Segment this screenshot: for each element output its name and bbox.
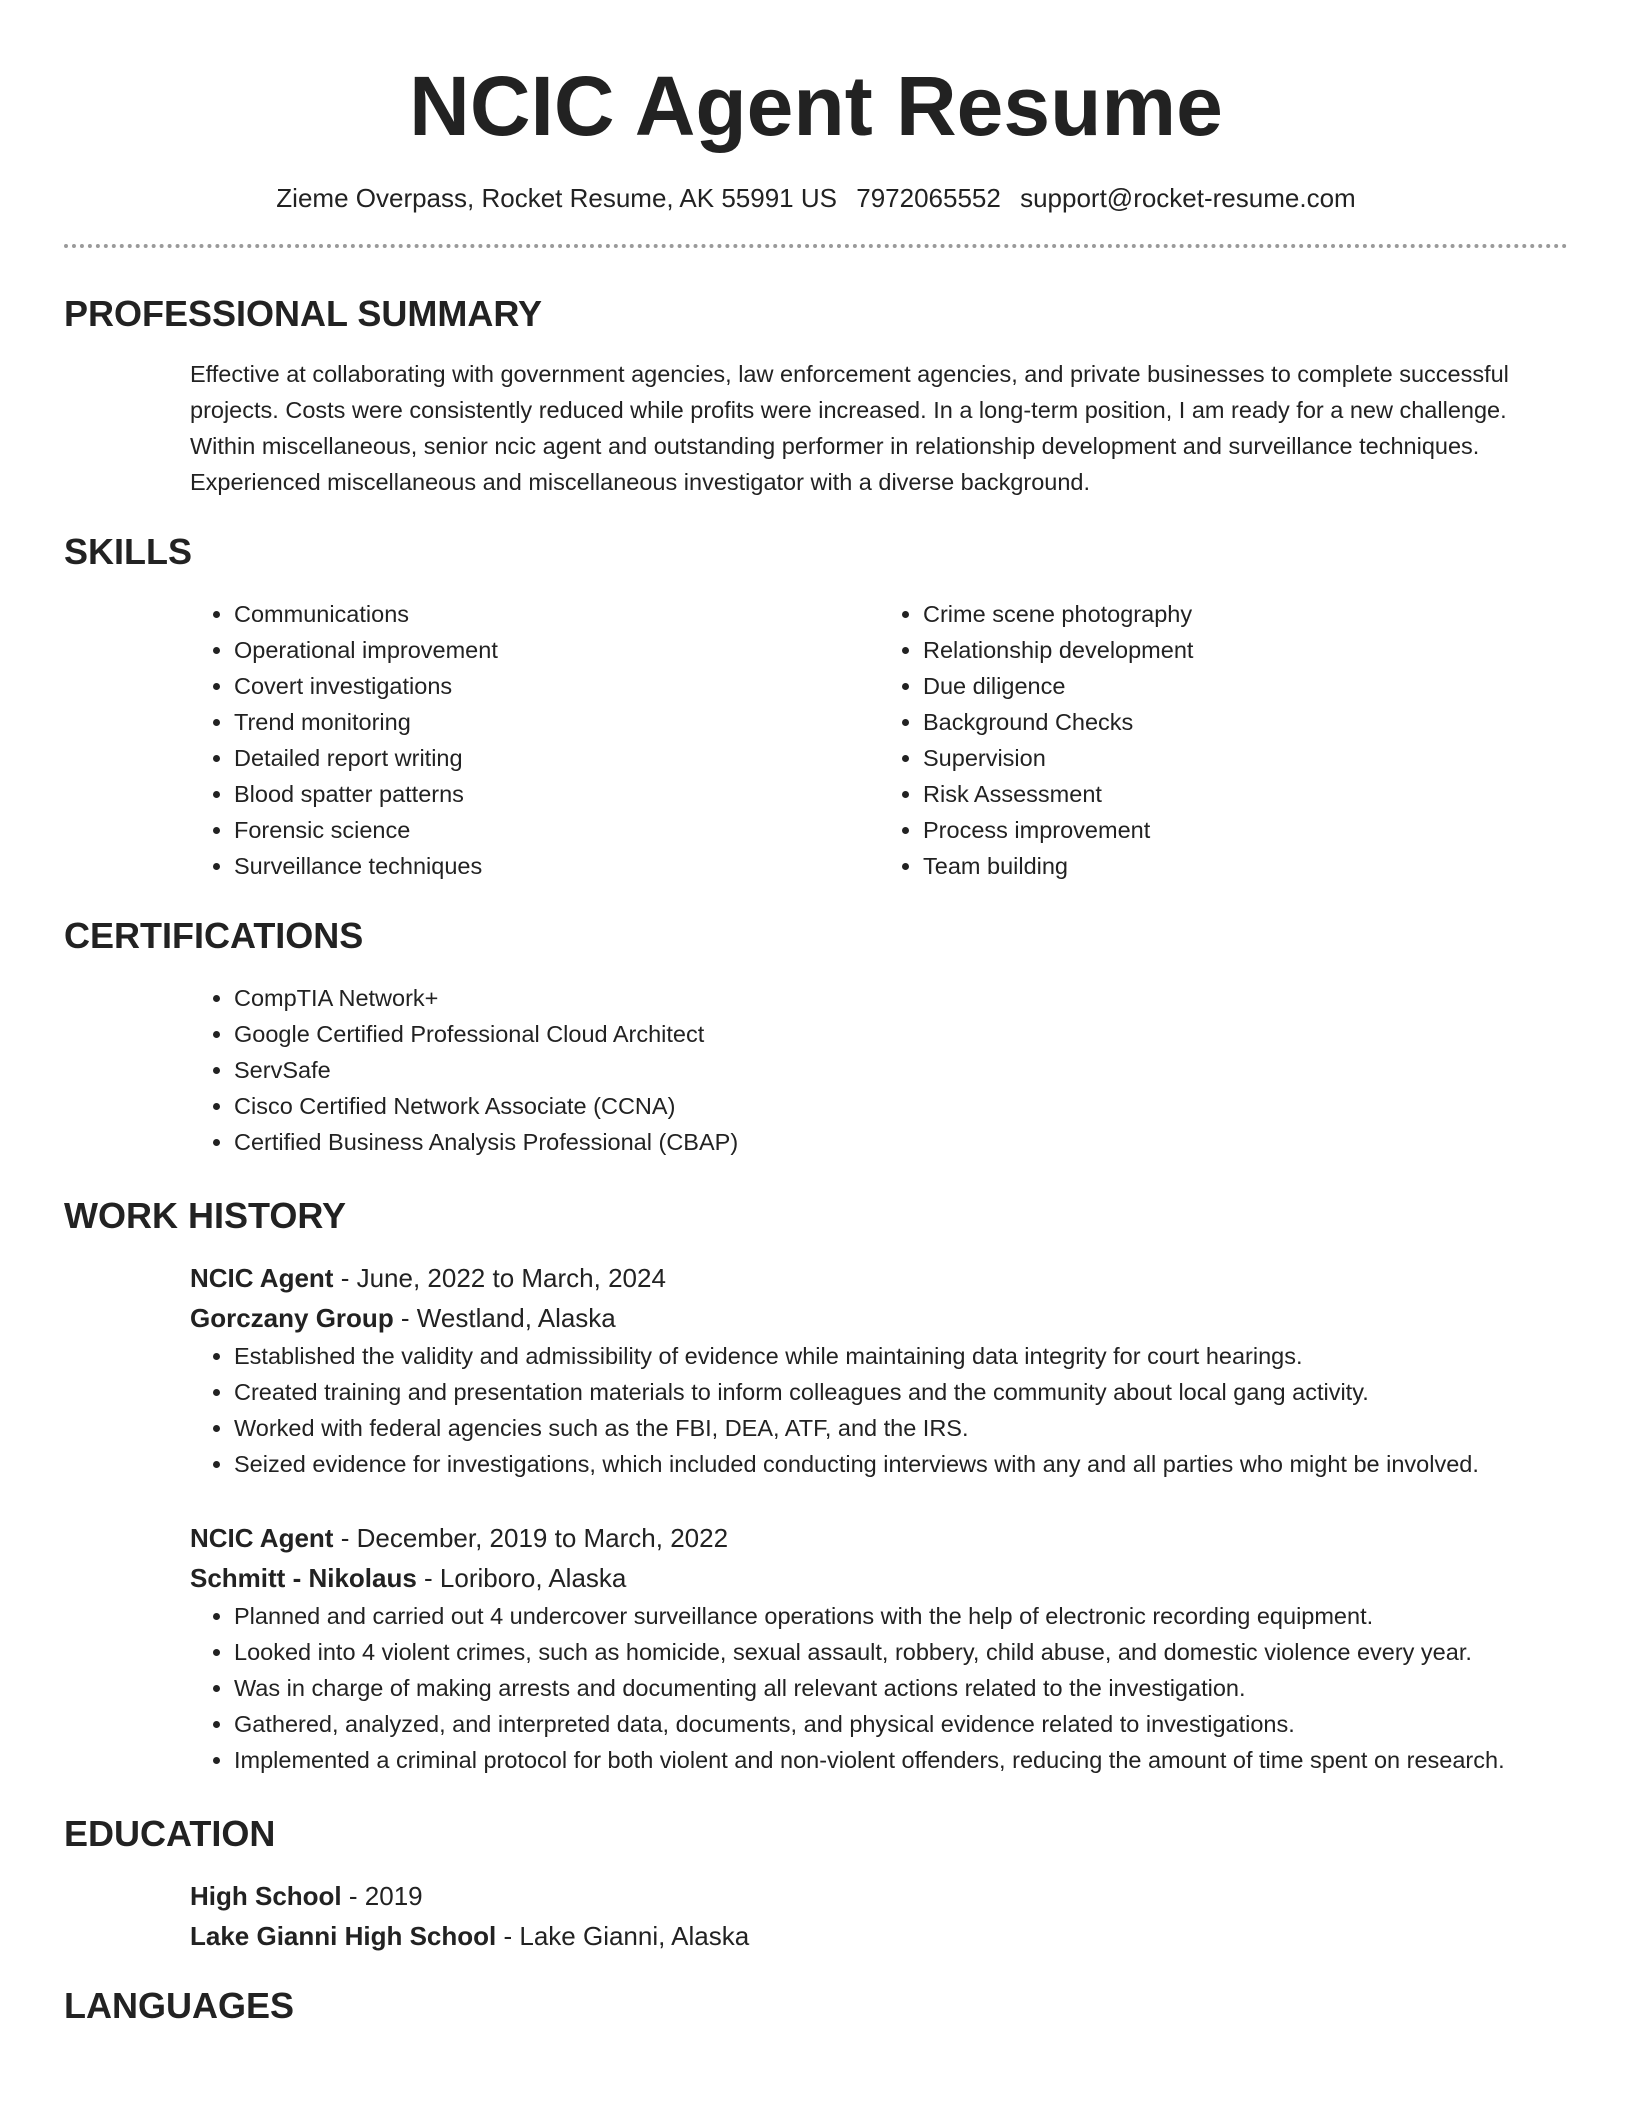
job-role: NCIC Agent	[190, 1263, 334, 1293]
contact-email: support@rocket-resume.com	[1020, 183, 1356, 213]
job-company-line	[190, 1558, 1568, 1598]
job-dates: - June, 2022 to March, 2024	[333, 1263, 666, 1293]
job-bullet: • Implemented a criminal protocol for both violent and non-violent offenders, reducing the amount of time spent on research.	[234, 1742, 1568, 1778]
skill-item: • Detailed report writing	[234, 740, 879, 776]
job-location: - Loriboro, Alaska	[416, 1563, 627, 1593]
education-school: Lake Gianni High School	[190, 1921, 497, 1951]
contact-line	[64, 182, 1568, 214]
section-title-languages: LANGUAGES	[64, 1985, 295, 2026]
skill-item: • Supervision	[923, 740, 1568, 776]
skill-item: • Operational improvement	[234, 632, 879, 668]
skill-item: • Relationship development	[923, 632, 1568, 668]
certifications-block	[190, 980, 1568, 1160]
education-location: - Lake Gianni, Alaska	[496, 1921, 750, 1951]
skill-item: • Communications	[234, 596, 879, 632]
job-title-line	[190, 1518, 1568, 1558]
education-degree-line	[190, 1876, 1568, 1916]
skill-item: • Surveillance techniques	[234, 848, 879, 884]
skills-list-left	[190, 596, 879, 884]
section-title-education: EDUCATION	[64, 1813, 276, 1854]
resume-title: NCIC Agent Resume	[409, 59, 1223, 153]
skill-item: • Forensic science	[234, 812, 879, 848]
contact-address: Zieme Overpass, Rocket Resume, AK 55991 US	[276, 183, 837, 213]
certification-item: • Certified Business Analysis Professional (CBAP)	[234, 1124, 1568, 1160]
job-bullets	[190, 1338, 1568, 1482]
skill-item: • Background Checks	[923, 704, 1568, 740]
section-title-work-history: WORK HISTORY	[64, 1195, 347, 1236]
job-role: NCIC Agent	[190, 1523, 334, 1553]
job-bullet: • Established the validity and admissibility of evidence while maintaining data integrity for court hearings.	[234, 1338, 1568, 1374]
job-bullet: • Worked with federal agencies such as the FBI, DEA, ATF, and the IRS.	[234, 1410, 1568, 1446]
section-title-certifications: CERTIFICATIONS	[64, 915, 364, 956]
summary-text: Effective at collaborating with government agencies, law enforcement agencies, and private businesses to complete successful projects. Costs were consistently reduced while profits were increased. In a long-term position, I am ready for a new challenge. Within miscellaneous, senior ncic agent and outstanding performer in relationship development and surveillance techniques. Experienced miscellaneous and miscellaneous investigator with a diverse background.	[190, 361, 1509, 495]
certification-item: • Google Certified Professional Cloud Architect	[234, 1016, 1568, 1052]
skill-item: • Crime scene photography	[923, 596, 1568, 632]
job-bullet: • Was in charge of making arrests and documenting all relevant actions related to the investigation.	[234, 1670, 1568, 1706]
skill-item: • Trend monitoring	[234, 704, 879, 740]
job-bullet: • Gathered, analyzed, and interpreted data, documents, and physical evidence related to investigations.	[234, 1706, 1568, 1742]
job-bullets	[190, 1598, 1568, 1778]
education-year: - 2019	[341, 1881, 423, 1911]
education-entry	[190, 1876, 1568, 1956]
contact-phone: 7972065552	[856, 183, 1001, 213]
skills-list-right	[879, 596, 1568, 884]
certification-item: • CompTIA Network+	[234, 980, 1568, 1016]
section-title-summary: PROFESSIONAL SUMMARY	[64, 293, 543, 334]
job-dates: - December, 2019 to March, 2022	[333, 1523, 729, 1553]
certification-item: • ServSafe	[234, 1052, 1568, 1088]
certification-item: • Cisco Certified Network Associate (CCNA)	[234, 1088, 1568, 1124]
education-school-line	[190, 1916, 1568, 1956]
skill-item: • Covert investigations	[234, 668, 879, 704]
skill-item: • Team building	[923, 848, 1568, 884]
section-title-skills: SKILLS	[64, 531, 193, 572]
skill-item: • Process improvement	[923, 812, 1568, 848]
job-bullet: • Created training and presentation materials to inform colleagues and the community about local gang activity.	[234, 1374, 1568, 1410]
skill-item: • Due diligence	[923, 668, 1568, 704]
skill-item: • Risk Assessment	[923, 776, 1568, 812]
skill-item: • Blood spatter patterns	[234, 776, 879, 812]
job-company: Schmitt - Nikolaus	[190, 1563, 417, 1593]
skills-columns	[190, 596, 1568, 884]
job-location: - Westland, Alaska	[393, 1303, 616, 1333]
certifications-list	[190, 980, 1568, 1160]
education-degree: High School	[190, 1881, 342, 1911]
job-bullet: • Planned and carried out 4 undercover surveillance operations with the help of electronic recording equipment.	[234, 1598, 1568, 1634]
job-company-line	[190, 1298, 1568, 1338]
job-company: Gorczany Group	[190, 1303, 394, 1333]
job-bullet: • Looked into 4 violent crimes, such as homicide, sexual assault, robbery, child abuse, and domestic violence every year.	[234, 1634, 1568, 1670]
job-title-line	[190, 1258, 1568, 1298]
job-entry	[190, 1518, 1568, 1778]
header-divider	[64, 244, 1568, 248]
job-entry	[190, 1258, 1568, 1482]
job-bullet: • Seized evidence for investigations, which included conducting interviews with any and all parties who might be involved.	[234, 1446, 1568, 1482]
